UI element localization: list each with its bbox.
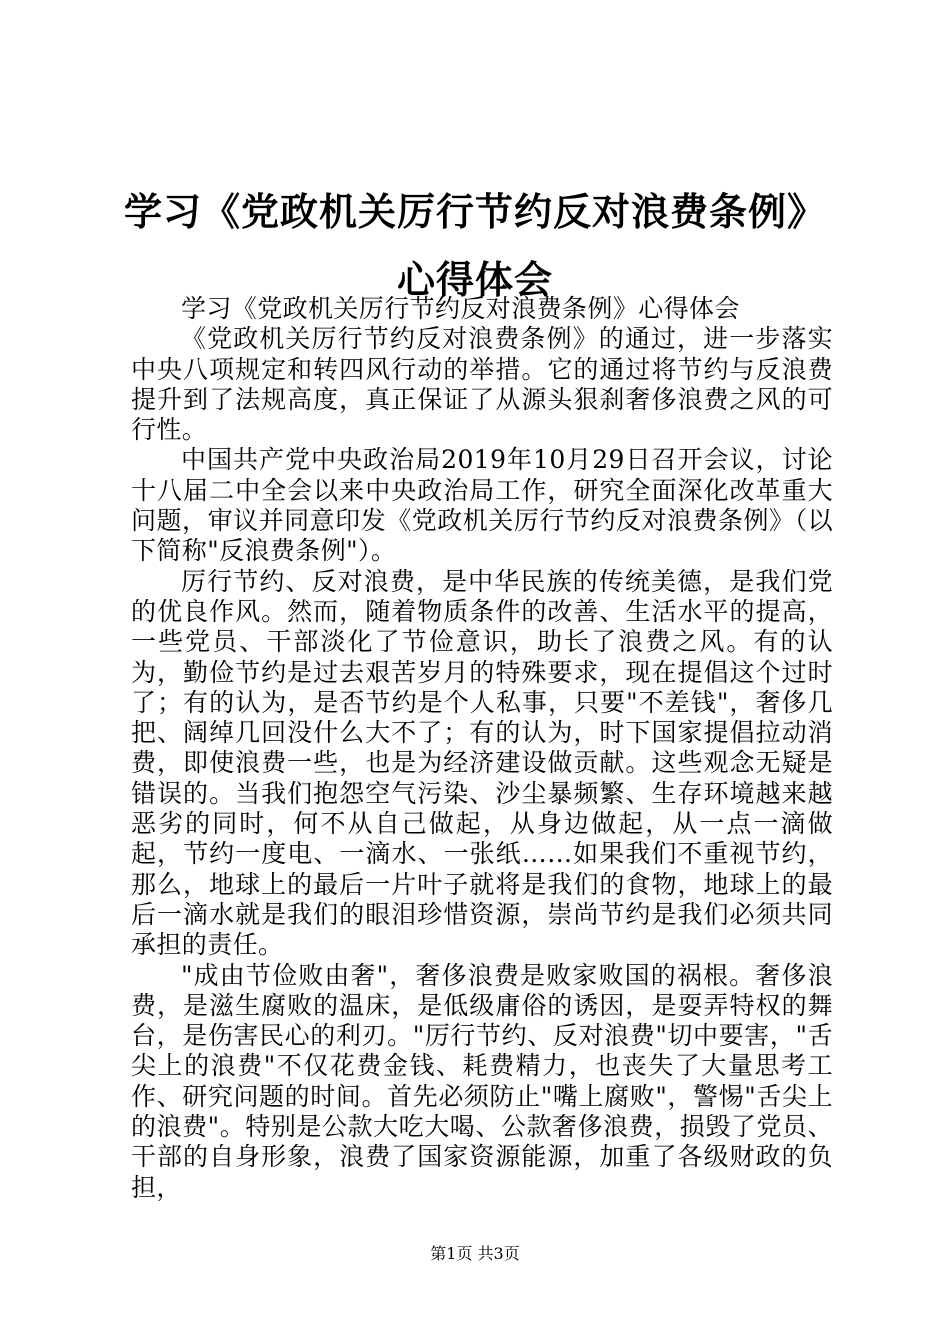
paragraph-subtitle: 学习《党政机关厉行节约反对浪费条例》心得体会 (181, 294, 740, 323)
paragraph: 中国共产党中央政治局2019年10月29日召开会议，讨论十八届二中全会以来中央政治局工作，研究全面深化改革重大问题，审议并同意印发《党政机关厉行节约反对浪费条例》（以下简称"反浪费条例"）。 (131, 445, 833, 566)
paragraph: 厉行节约、反对浪费，是中华民族的传统美德，是我们党的优良作风。然而，随着物质条件的改善、生活水平的提高，一些党员、干部淡化了节俭意识，助长了浪费之风。有的认为，勤俭节约是过去艰苦岁月的特殊要求，现在提倡这个过时了；有的认为，是否节约是个人私事，只要"不差钱"，奢侈几把、阔绰几回没什么大不了；有的认为，时下国家提倡拉动消费，即使浪费一些，也是为经济建设做贡献。这些观念无疑是错误的。当我们抱怨空气污染、沙尘暴频繁、生存环境越来越恶劣的同时，何不从自己做起，从身边做起，从一点一滴做起，节约一度电、一滴水、一张纸……如果我们不重视节约，那么，地球上的最后一片叶子就将是我们的食物，地球上的最后一滴水就是我们的眼泪珍惜资源，崇尚节约是我们必须共同承担的责任。 (131, 566, 833, 960)
page-footer: 第1页 共3页 (430, 1244, 520, 1263)
document-body (131, 294, 833, 1203)
paragraph: 《党政机关厉行节约反对浪费条例》的通过，进一步落实中央八项规定和转四风行动的举措。它的通过将节约与反浪费提升到了法规高度，真正保证了从源头狠刹奢侈浪费之风的可行性。 (131, 324, 833, 445)
document-title: 学习《党政机关厉行节约反对浪费条例》心得体会 (123, 190, 826, 302)
paragraph: "成由节俭败由奢"，奢侈浪费是败家败国的祸根。奢侈浪费，是滋生腐败的温床，是低级庸俗的诱因，是耍弄特权的舞台，是伤害民心的利刃。"厉行节约、反对浪费"切中要害，"舌尖上的浪费"不仅花费金钱、耗费精力，也丧失了大量思考工作、研究问题的时间。首先必须防止"嘴上腐败"，警惕"舌尖上的浪费"。特别是公款大吃大喝、公款奢侈浪费，损毁了党员、干部的自身形象，浪费了国家资源能源，加重了各级财政的负担， (131, 960, 833, 1202)
